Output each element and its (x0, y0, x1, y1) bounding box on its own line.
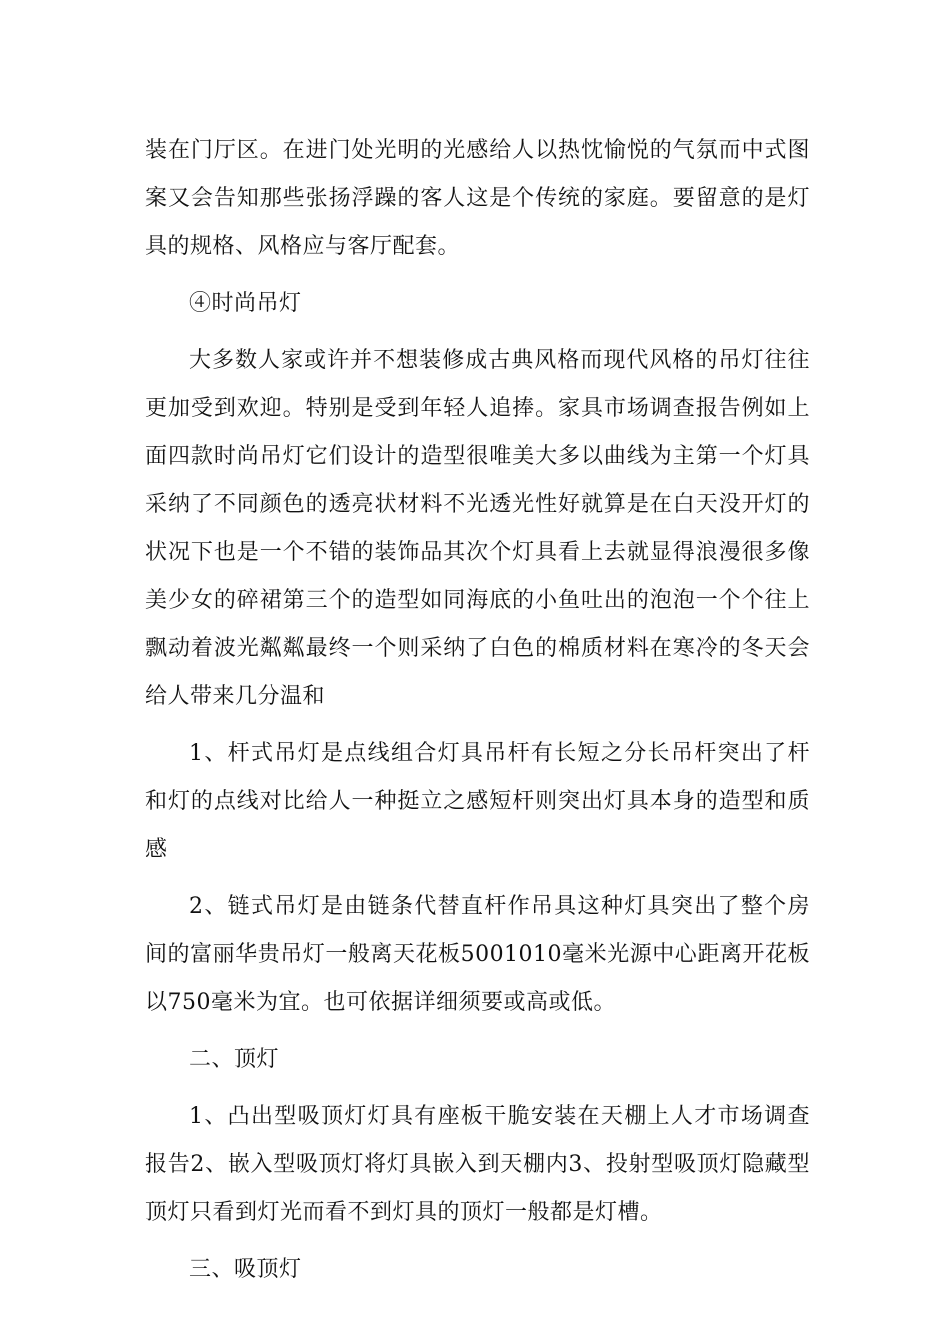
paragraph-modern-chandelier: 大多数人家或许并不想装修成古典风格而现代风格的吊灯往往更加受到欢迎。特别是受到年轻人追捧。家具市场调查报告例如上面四款时尚吊灯它们设计的造型很唯美大多以曲线为主第一个灯具采纳了不同颜色的透亮状材料不光透光性好就算是在白天没开灯的状况下也是一个不错的装饰品其次个灯具看上去就显得浪漫很多像美少女的碎裙第三个的造型如同海底的小鱼吐出的泡泡一个个往上飘动着波光粼粼最终一个则采纳了白色的棉质材料在寒冷的冬天会给人带来几分温和 (145, 348, 810, 709)
heading-fashion-chandelier: ④时尚吊灯 (189, 291, 302, 316)
paragraph-chain-chandelier: 2、链式吊灯是由链条代替直杆作吊具这种灯具突出了整个房间的富丽华贵吊灯一般离天花板5001010毫米光源中心距离开花板以750毫米为宜。也可依据详细须要或高或低。 (145, 894, 810, 1015)
paragraph-ceiling-light-types: 1、凸出型吸顶灯灯具有座板干脆安装在天棚上人才市场调查报告2、嵌入型吸顶灯将灯具嵌入到天棚内3、投射型吸顶灯隐藏型顶灯只看到灯光而看不到灯具的顶灯一般都是灯槽。 (145, 1104, 810, 1225)
heading-flush-ceiling-light: 三、吸顶灯 (189, 1257, 302, 1282)
body-text (145, 127, 810, 1303)
heading-ceiling-light: 二、顶灯 (189, 1047, 280, 1072)
paragraph-continued: 装在门厅区。在进门处光明的光感给人以热忱愉悦的气氛而中式图案又会告知那些张扬浮躁的客人这是个传统的家庭。要留意的是灯具的规格、风格应与客厅配套。 (145, 138, 810, 259)
paragraph-rod-chandelier: 1、杆式吊灯是点线组合灯具吊杆有长短之分长吊杆突出了杆和灯的点线对比给人一种挺立之感短杆则突出灯具本身的造型和质感 (145, 741, 810, 862)
